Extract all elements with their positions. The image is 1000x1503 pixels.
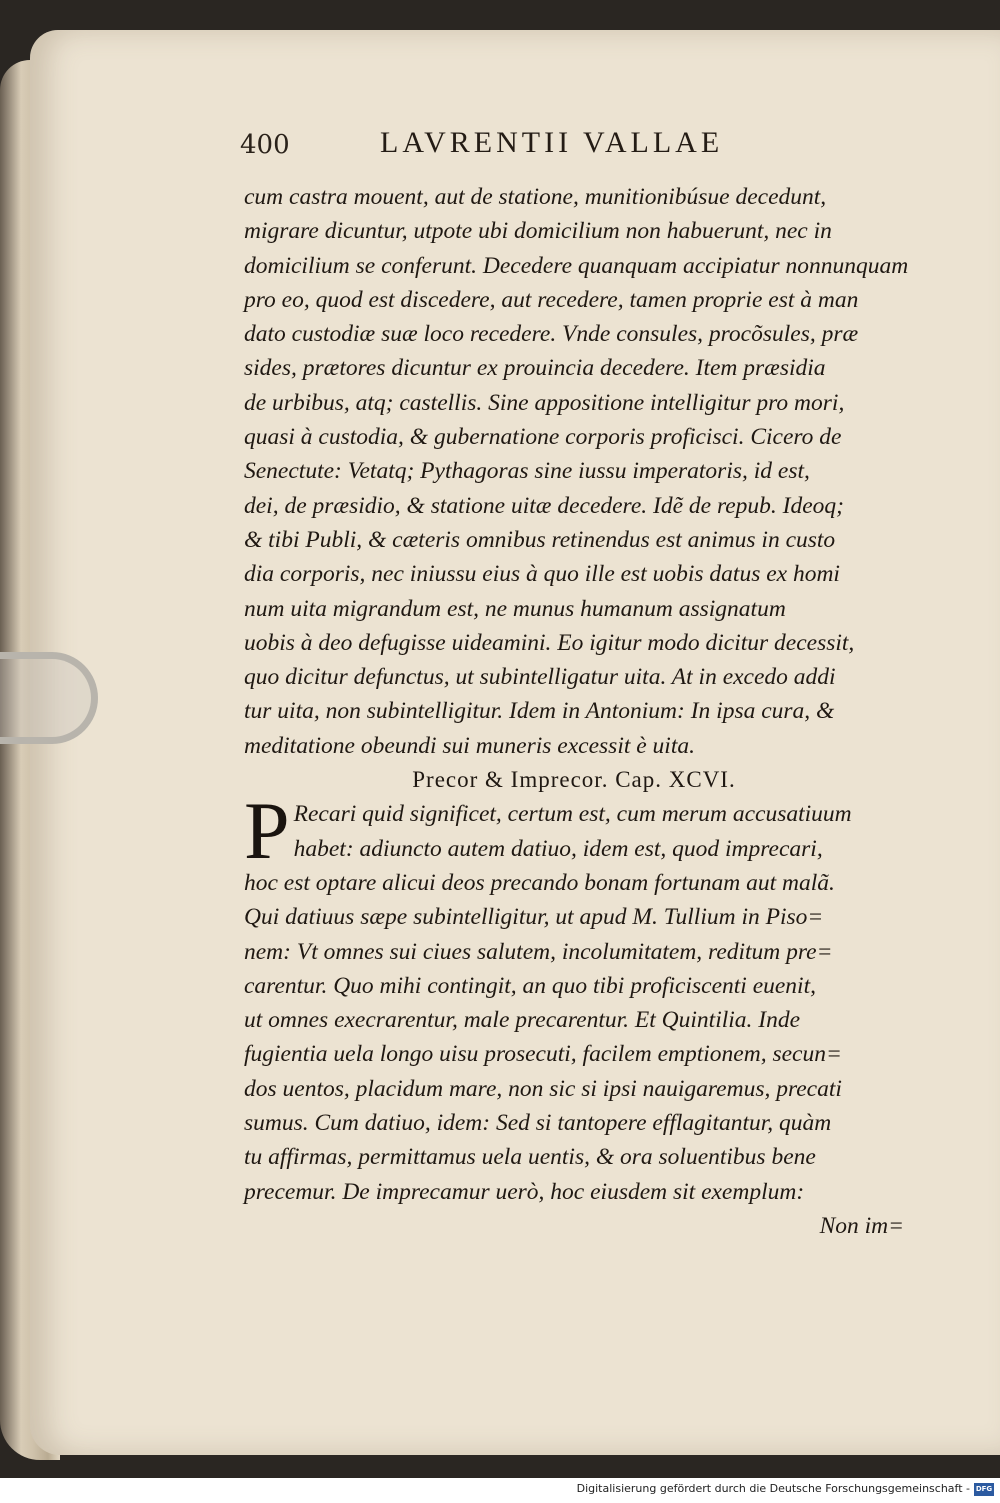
text-line: tu affirmas, permittamus uela uentis, & ora soluentibus bene [244,1144,816,1171]
text-line: dei, de præsidio, & statione uitæ decedere. Idẽ de repub. Ideoq; [244,492,844,519]
text-line: dia corporis, nec iniussu eius à quo ille est uobis datus ex homi [244,561,840,588]
text-line: quo dicitur defunctus, ut subintelligatur uita. At in excedo addi [244,664,836,691]
text-line: dos uentos, placidum mare, non sic si ipsi nauigaremus, precati [244,1075,842,1102]
text-line: dato custodiæ suæ loco recedere. Vnde consules, procõsules, præ [244,321,859,348]
text-line: precemur. De imprecamur uerò, hoc eiusdem sit exemplum: [244,1178,805,1205]
text-line: num uita migrandum est, ne munus humanum assignatum [244,595,786,622]
text-line: pro eo, quod est discedere, aut recedere, tamen proprie est à man [244,286,859,313]
text-line: nem: Vt omnes sui ciues salutem, incolumitatem, reditum pre= [244,938,833,965]
text-line: sumus. Cum datiuo, idem: Sed si tantopere efflagitantur, quàm [244,1110,832,1137]
text-line: meditatione obeundi sui muneris excessit è uita. [244,732,695,759]
text-line: cum castra mouent, aut de statione, munitionibúsue decedunt, [244,184,827,210]
text-line: Recari quid significet, certum est, cum merum accusatiuum [293,801,852,828]
text-line: de urbibus, atq; castellis. Sine appositione intelligitur pro mori, [244,389,845,416]
text-line: ut omnes execrarentur, male precarentur. Et Quintilia. Inde [244,1007,801,1034]
page-number: 400 [240,130,290,160]
text-line: uobis à deo defugisse uideamini. Eo igitur modo dicitur decessit, [244,629,855,656]
text-line: Senectute: Vetatq; Pythagoras sine iussu imperatoris, id est, [244,458,810,485]
text-line: Qui datiuus sæpe subintelligitur, ut apud M. Tullium in Piso= [244,904,824,931]
text-line: fugientia uela longo uisu prosecuti, facilem emptionem, secun= [244,1041,842,1068]
catchword: Non im= [819,1212,904,1239]
chapter-heading: Precor & Imprecor. Cap. XCVI. [412,767,736,793]
text-line: migrare dicuntur, utpote ubi domicilium non habuerunt, nec in [244,218,832,245]
text-line: hoc est optare alicui deos precando bonam fortunam aut malã. [244,869,835,896]
text-line: quasi à custodia, & gubernatione corporis proficisci. Cicero de [244,424,842,451]
text-block [244,180,909,1243]
text-line: sides, prætores dicuntur ex prouincia decedere. Item præsidia [244,355,826,382]
running-title: LAVRENTII VALLAE [380,126,724,159]
text-line: tur uita, non subintelligitur. Idem in Antonium: In ipsa cura, & [244,698,835,725]
text-line: & tibi Publi, & cæteris omnibus retinendus est animus in custo [244,526,836,553]
text-line: carentur. Quo mihi contingit, an quo tibi proficiscenti euenit, [244,972,816,999]
footer-bar [0,1478,1000,1503]
page-clip [0,652,98,744]
text-line: domicilium se conferunt. Decedere quanquam accipiatur nonnunquam [244,252,909,279]
page-header [240,126,900,166]
dfg-logo-icon: DFG [974,1483,994,1496]
text-line: habet: adiuncto autem datiuo, idem est, quod imprecari, [293,835,823,862]
drop-cap: P [244,785,290,877]
paragraph-2 [244,785,904,1209]
funding-credit: Digitalisierung gefördert durch die Deutsche Forschungsgemeinschaft - [576,1482,970,1495]
paragraph-1 [244,180,909,763]
